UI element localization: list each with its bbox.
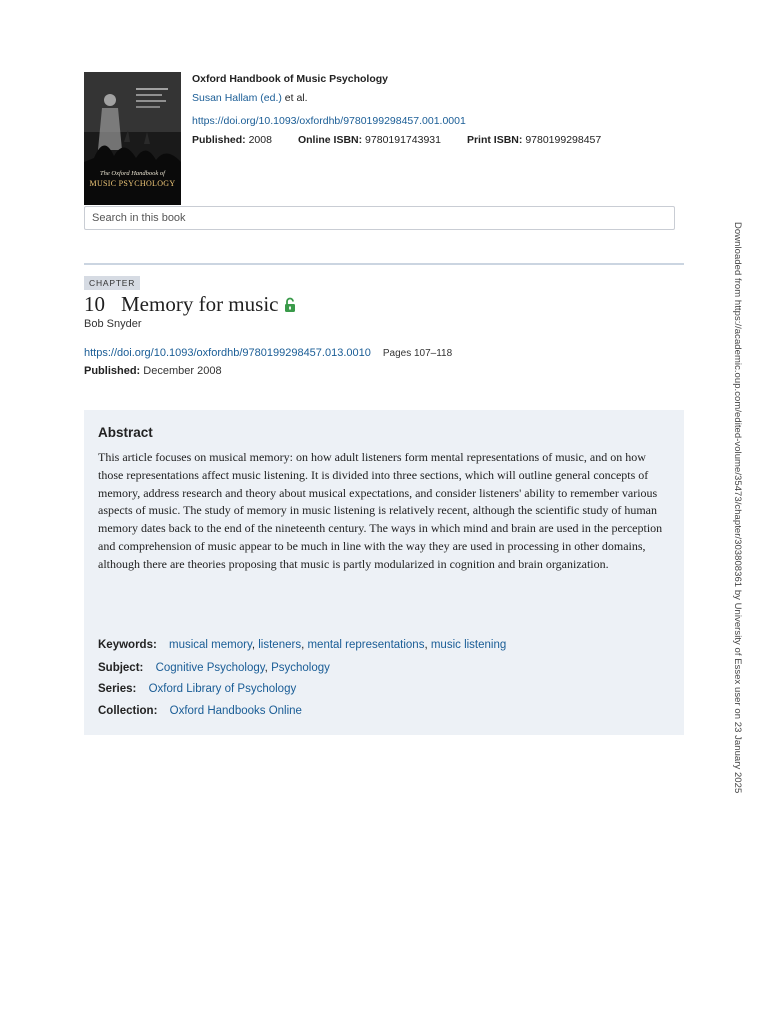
series-label: Series: [98,683,137,695]
book-print-isbn: Print ISBN: 9780199298457 [466,134,602,147]
chapter-title-text: Memory for music [121,292,279,316]
chapter-author: Bob Snyder [84,318,142,330]
collection-label: Collection: [98,705,158,717]
collection-row [98,705,302,717]
keyword-link[interactable]: mental representations [307,639,425,651]
cover-subtitle: MUSIC PSYCHOLOGY [89,179,176,188]
section-divider [84,263,684,265]
series-row [98,683,296,695]
chapter-doi-row [84,347,452,359]
book-metadata [192,73,627,148]
chapter-number: 10 [84,292,105,316]
search-placeholder: Search in this book [92,212,186,224]
editor-link[interactable]: Susan Hallam (ed.) [192,92,282,105]
keywords-row: Keywords: musical memory, listeners, mental representations, music listening [98,639,507,651]
keyword-link[interactable]: music listening [430,639,507,651]
chapter-published: Published: December 2008 [84,365,222,377]
book-publication-info [192,134,627,147]
abstract-text: This article focuses on musical memory: on how adult listeners form mental representations of music, and on how those representations affect music listening. It is divided into three sections, which will outline general concepts of memory, address research and theory about musical expectations, and consider listeners' ability to remember various aspects of music. The study of memory in music listening is relatively recent, although the scientific study of human memory dates back to the end of the nineteenth century. The ways in which mind and brain are used in the perception and comprehension of music appear to be much in line with the way they are used in processing in other domains, although there are theories proposing that music is partly modularized in cognition and brain organization. [98,450,663,571]
chapter-doi-link[interactable]: https://doi.org/10.1093/oxfordhb/9780199298457.013.0010 [84,347,371,359]
editor-suffix: et al. [281,92,308,105]
cover-title: The Oxford Handbook of [100,170,165,177]
subject-label: Subject: [98,662,144,674]
keyword-link[interactable]: listeners [258,639,302,651]
abstract-heading: Abstract [98,425,153,440]
open-lock-icon [284,297,296,313]
download-watermark: Downloaded from https://academic.oup.com/edited-volume/35473/chapter/303808361 by University of Essex user on 23 January 2025 [732,222,743,794]
abstract-panel [84,410,684,735]
collection-link[interactable]: Oxford Handbooks Online [169,705,302,717]
subject-row: Subject: Cognitive Psychology, Psychology [98,662,330,674]
keywords-label: Keywords: [98,639,157,651]
book-published: Published: 2008 [192,134,272,147]
book-title[interactable]: Oxford Handbook of Music Psychology [192,73,389,85]
book-editors [192,92,627,105]
subject-link[interactable]: Psychology [271,662,330,674]
chapter-badge: CHAPTER [84,276,140,290]
chapter-pages: Pages 107–118 [382,348,453,359]
search-in-book-input[interactable] [84,206,675,230]
keyword-link[interactable]: musical memory [169,639,252,651]
book-doi-link[interactable]: https://doi.org/10.1093/oxfordhb/9780199298457.001.0001 [192,115,466,128]
book-online-isbn: Online ISBN: 9780191743931 [297,134,441,147]
chapter-title [84,292,296,317]
book-cover-image[interactable] [84,72,181,205]
subject-link[interactable]: Cognitive Psychology [155,662,265,674]
series-link[interactable]: Oxford Library of Psychology [148,683,297,695]
